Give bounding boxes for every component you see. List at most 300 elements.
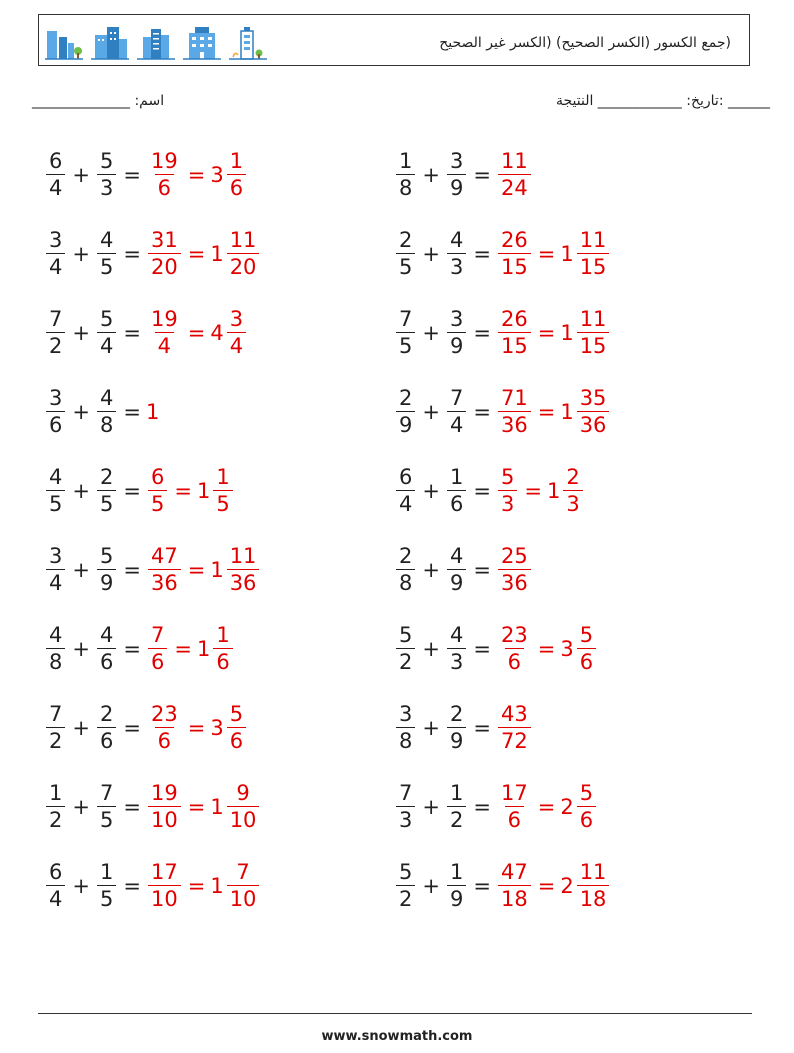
answer-fraction bbox=[498, 546, 531, 594]
addend-fraction bbox=[396, 467, 415, 515]
equals-sign: = bbox=[473, 637, 491, 661]
denominator: 5 bbox=[97, 806, 116, 831]
numerator: 7 bbox=[49, 702, 63, 726]
denominator: 2 bbox=[46, 727, 65, 752]
answer-fraction bbox=[498, 388, 531, 436]
denominator: 2 bbox=[46, 806, 65, 831]
plus-sign: + bbox=[72, 400, 90, 424]
denominator: 5 bbox=[396, 253, 415, 278]
numerator: 71 bbox=[500, 386, 528, 410]
numerator: 7 bbox=[49, 307, 63, 331]
numerator: 5 bbox=[399, 623, 413, 647]
numerator: 11 bbox=[579, 228, 607, 252]
denominator: 3 bbox=[447, 648, 466, 673]
equals-sign: = bbox=[123, 163, 141, 187]
addend-fraction bbox=[46, 783, 65, 831]
problem-row bbox=[44, 847, 374, 925]
denominator: 6 bbox=[46, 411, 65, 436]
equals-sign: = bbox=[187, 795, 206, 819]
addend-fraction bbox=[447, 151, 466, 199]
equals-sign: = bbox=[174, 637, 192, 661]
numerator: 19 bbox=[150, 149, 178, 173]
problem-row bbox=[394, 689, 724, 767]
denominator: 6 bbox=[505, 648, 524, 673]
addend-fraction bbox=[447, 783, 466, 831]
mixed-fraction bbox=[227, 230, 260, 278]
office-icon bbox=[91, 23, 129, 61]
mixed-whole: 4 bbox=[210, 321, 224, 345]
addend-fraction bbox=[46, 388, 65, 436]
mixed-whole: 2 bbox=[560, 795, 574, 819]
denominator: 4 bbox=[447, 411, 466, 436]
numerator: 26 bbox=[500, 228, 528, 252]
problem-row bbox=[44, 294, 374, 372]
numerator: 1 bbox=[216, 623, 230, 647]
problem-row bbox=[44, 768, 374, 846]
plus-sign: + bbox=[422, 637, 440, 661]
mixed-whole: 3 bbox=[210, 163, 224, 187]
addend-fraction bbox=[396, 230, 415, 278]
addend-fraction bbox=[97, 862, 116, 910]
denominator: 15 bbox=[498, 332, 531, 357]
numerator: 4 bbox=[99, 623, 114, 647]
numerator: 2 bbox=[99, 702, 114, 726]
numerator: 19 bbox=[150, 781, 178, 805]
mixed-whole: 1 bbox=[560, 400, 574, 424]
denominator: 3 bbox=[563, 490, 582, 515]
addend-fraction bbox=[46, 309, 65, 357]
addend-fraction bbox=[46, 467, 65, 515]
equals-sign: = bbox=[473, 716, 491, 740]
mixed-fraction bbox=[213, 625, 232, 673]
equals-sign: = bbox=[537, 242, 556, 266]
worksheet-title: (جمع الكسور (الكسر الصحيح) (الكسر غير الصحيح bbox=[439, 35, 731, 51]
mixed-whole: 1 bbox=[210, 795, 224, 819]
denominator: 15 bbox=[577, 253, 610, 278]
problem-row bbox=[44, 531, 374, 609]
denominator: 72 bbox=[498, 727, 531, 752]
equals-sign: = bbox=[537, 637, 556, 661]
addend-fraction bbox=[46, 862, 65, 910]
equals-sign: = bbox=[473, 874, 491, 898]
name-line: اسم: ______________ bbox=[32, 93, 165, 109]
denominator: 9 bbox=[447, 332, 466, 357]
addend-fraction bbox=[97, 704, 116, 752]
denominator: 6 bbox=[97, 648, 116, 673]
denominator: 18 bbox=[498, 885, 531, 910]
numerator: 47 bbox=[500, 860, 528, 884]
answer-fraction bbox=[148, 704, 181, 752]
date-score-line: ______ :تاريخ: ____________ النتيجة bbox=[555, 93, 770, 109]
addend-fraction bbox=[97, 625, 116, 673]
mixed-fraction bbox=[577, 862, 610, 910]
numerator: 7 bbox=[399, 307, 413, 331]
denominator: 4 bbox=[155, 332, 174, 357]
plus-sign: + bbox=[422, 400, 440, 424]
numerator: 7 bbox=[99, 781, 114, 805]
mixed-whole: 1 bbox=[560, 242, 574, 266]
equals-sign: = bbox=[473, 400, 491, 424]
equals-sign: = bbox=[473, 558, 491, 582]
denominator: 8 bbox=[396, 174, 415, 199]
denominator: 3 bbox=[498, 490, 517, 515]
mixed-fraction bbox=[563, 467, 582, 515]
answer-fraction bbox=[148, 546, 181, 594]
denominator: 4 bbox=[46, 174, 65, 199]
mixed-fraction bbox=[577, 388, 610, 436]
mixed-whole: 1 bbox=[196, 637, 211, 661]
equals-sign: = bbox=[123, 637, 141, 661]
answer-fraction bbox=[148, 783, 181, 831]
mixed-fraction bbox=[577, 309, 610, 357]
denominator: 15 bbox=[577, 332, 610, 357]
problem-row bbox=[394, 373, 724, 451]
mixed-fraction bbox=[227, 783, 260, 831]
mixed-fraction bbox=[577, 230, 610, 278]
denominator: 10 bbox=[227, 806, 260, 831]
numerator: 17 bbox=[500, 781, 528, 805]
denominator: 3 bbox=[396, 806, 415, 831]
numerator: 25 bbox=[500, 544, 528, 568]
addend-fraction bbox=[97, 230, 116, 278]
addend-fraction bbox=[447, 309, 466, 357]
plus-sign: + bbox=[422, 242, 440, 266]
denominator: 5 bbox=[97, 885, 116, 910]
problem-row bbox=[44, 373, 374, 451]
numerator: 6 bbox=[150, 465, 165, 489]
problem-row bbox=[44, 689, 374, 767]
plus-sign: + bbox=[72, 637, 90, 661]
numerator: 35 bbox=[579, 386, 607, 410]
numerator: 5 bbox=[99, 544, 114, 568]
plus-sign: + bbox=[422, 716, 440, 740]
denominator: 6 bbox=[227, 727, 246, 752]
denominator: 20 bbox=[148, 253, 181, 278]
denominator: 8 bbox=[396, 727, 415, 752]
denominator: 6 bbox=[213, 648, 232, 673]
addend-fraction bbox=[97, 309, 116, 357]
header-icons bbox=[45, 21, 267, 61]
equals-sign: = bbox=[187, 321, 206, 345]
problem-row bbox=[394, 531, 724, 609]
equals-sign: = bbox=[473, 479, 491, 503]
answer-fraction bbox=[498, 862, 531, 910]
skyscraper-icon bbox=[229, 23, 267, 61]
equals-sign: = bbox=[123, 874, 141, 898]
mixed-fraction bbox=[227, 704, 246, 752]
numerator: 3 bbox=[49, 386, 63, 410]
problem-row bbox=[44, 136, 374, 214]
equals-sign: = bbox=[473, 242, 491, 266]
numerator: 43 bbox=[500, 702, 528, 726]
answer-fraction bbox=[148, 309, 181, 357]
addend-fraction bbox=[97, 388, 116, 436]
denominator: 6 bbox=[97, 727, 116, 752]
problem-row bbox=[394, 452, 724, 530]
addend-fraction bbox=[46, 230, 65, 278]
answer-fraction bbox=[498, 704, 531, 752]
denominator: 9 bbox=[447, 727, 466, 752]
addend-fraction bbox=[97, 151, 116, 199]
addend-fraction bbox=[447, 704, 466, 752]
denominator: 5 bbox=[97, 253, 116, 278]
numerator: 2 bbox=[566, 465, 580, 489]
addend-fraction bbox=[447, 467, 466, 515]
addend-fraction bbox=[396, 388, 415, 436]
mixed-whole: 1 bbox=[196, 479, 211, 503]
mixed-fraction bbox=[577, 783, 596, 831]
numerator: 6 bbox=[49, 860, 63, 884]
equals-sign: = bbox=[473, 163, 491, 187]
answer-fraction bbox=[498, 230, 531, 278]
plus-sign: + bbox=[422, 479, 440, 503]
equals-sign: = bbox=[537, 874, 556, 898]
equals-sign: = bbox=[537, 321, 556, 345]
numerator: 7 bbox=[150, 623, 165, 647]
denominator: 9 bbox=[447, 569, 466, 594]
numerator: 11 bbox=[579, 860, 607, 884]
equals-sign: = bbox=[473, 795, 491, 819]
mixed-fraction bbox=[213, 467, 232, 515]
numerator: 7 bbox=[236, 860, 250, 884]
numerator: 2 bbox=[399, 228, 413, 252]
apartment-icon bbox=[183, 23, 221, 61]
numerator: 4 bbox=[49, 465, 63, 489]
denominator: 4 bbox=[227, 332, 246, 357]
addend-fraction bbox=[97, 546, 116, 594]
plus-sign: + bbox=[72, 242, 90, 266]
numerator: 3 bbox=[49, 544, 63, 568]
numerator: 1 bbox=[216, 465, 230, 489]
denominator: 4 bbox=[46, 885, 65, 910]
problem-row bbox=[44, 452, 374, 530]
mixed-whole: 1 bbox=[210, 558, 224, 582]
numerator: 4 bbox=[449, 228, 464, 252]
plus-sign: + bbox=[422, 874, 440, 898]
problem-row bbox=[394, 215, 724, 293]
denominator: 10 bbox=[148, 806, 181, 831]
answer-fraction bbox=[498, 625, 531, 673]
mixed-fraction bbox=[227, 546, 260, 594]
answer-fraction bbox=[498, 467, 517, 515]
numerator: 2 bbox=[99, 465, 114, 489]
addend-fraction bbox=[46, 625, 65, 673]
addend-fraction bbox=[97, 783, 116, 831]
numerator: 3 bbox=[449, 149, 464, 173]
numerator: 5 bbox=[99, 149, 114, 173]
numerator: 23 bbox=[150, 702, 178, 726]
numerator: 3 bbox=[399, 702, 413, 726]
denominator: 8 bbox=[97, 411, 116, 436]
problem-row bbox=[44, 215, 374, 293]
numerator: 47 bbox=[150, 544, 178, 568]
numerator: 4 bbox=[449, 623, 464, 647]
denominator: 6 bbox=[155, 174, 174, 199]
addend-fraction bbox=[396, 704, 415, 752]
numerator: 2 bbox=[449, 702, 464, 726]
equals-sign: = bbox=[123, 400, 141, 424]
equals-sign: = bbox=[187, 558, 206, 582]
numerator: 3 bbox=[449, 307, 464, 331]
mixed-whole: 2 bbox=[560, 874, 574, 898]
numerator: 1 bbox=[449, 465, 464, 489]
tower-icon bbox=[137, 23, 175, 61]
equals-sign: = bbox=[473, 321, 491, 345]
denominator: 2 bbox=[447, 806, 466, 831]
equals-sign: = bbox=[187, 716, 206, 740]
numerator: 11 bbox=[579, 307, 607, 331]
footer-url: www.snowmath.com bbox=[321, 1029, 473, 1044]
denominator: 36 bbox=[577, 411, 610, 436]
mixed-fraction bbox=[577, 625, 596, 673]
addend-fraction bbox=[447, 625, 466, 673]
addend-fraction bbox=[46, 704, 65, 752]
numerator: 3 bbox=[229, 307, 244, 331]
equals-sign: = bbox=[123, 558, 141, 582]
denominator: 18 bbox=[577, 885, 610, 910]
plus-sign: + bbox=[72, 874, 90, 898]
denominator: 36 bbox=[498, 411, 531, 436]
footer-divider bbox=[38, 1013, 752, 1014]
problem-row bbox=[394, 768, 724, 846]
plus-sign: + bbox=[72, 479, 90, 503]
mixed-fraction bbox=[227, 309, 246, 357]
equals-sign: = bbox=[537, 795, 556, 819]
denominator: 5 bbox=[97, 490, 116, 515]
numerator: 5 bbox=[99, 307, 114, 331]
numerator: 11 bbox=[229, 228, 257, 252]
answer-fraction bbox=[498, 309, 531, 357]
numerator: 4 bbox=[49, 623, 63, 647]
numerator: 7 bbox=[449, 386, 464, 410]
numerator: 1 bbox=[449, 781, 464, 805]
addend-fraction bbox=[46, 151, 65, 199]
denominator: 6 bbox=[577, 648, 596, 673]
building-icon bbox=[45, 23, 83, 61]
denominator: 6 bbox=[505, 806, 524, 831]
denominator: 4 bbox=[97, 332, 116, 357]
problem-row bbox=[394, 136, 724, 214]
numerator: 1 bbox=[229, 149, 244, 173]
answer-fraction bbox=[148, 230, 181, 278]
addend-fraction bbox=[97, 467, 116, 515]
denominator: 36 bbox=[148, 569, 181, 594]
equals-sign: = bbox=[123, 479, 141, 503]
denominator: 4 bbox=[46, 253, 65, 278]
numerator: 2 bbox=[399, 386, 413, 410]
numerator: 6 bbox=[49, 149, 63, 173]
mixed-whole: 1 bbox=[546, 479, 561, 503]
denominator: 4 bbox=[46, 569, 65, 594]
denominator: 9 bbox=[396, 411, 415, 436]
answer-fraction bbox=[498, 783, 531, 831]
numerator: 2 bbox=[399, 544, 413, 568]
numerator: 4 bbox=[449, 544, 464, 568]
numerator: 11 bbox=[229, 544, 257, 568]
numerator: 5 bbox=[579, 623, 594, 647]
numerator: 1 bbox=[99, 860, 114, 884]
numerator: 17 bbox=[150, 860, 178, 884]
denominator: 6 bbox=[148, 648, 167, 673]
numerator: 1 bbox=[449, 860, 464, 884]
addend-fraction bbox=[447, 230, 466, 278]
addend-fraction bbox=[396, 546, 415, 594]
numerator: 5 bbox=[500, 465, 515, 489]
numerator: 1 bbox=[399, 149, 413, 173]
equals-sign: = bbox=[123, 321, 141, 345]
numerator: 11 bbox=[500, 149, 528, 173]
problem-row bbox=[394, 294, 724, 372]
addend-fraction bbox=[396, 783, 415, 831]
denominator: 8 bbox=[46, 648, 65, 673]
addend-fraction bbox=[447, 388, 466, 436]
denominator: 5 bbox=[213, 490, 232, 515]
denominator: 9 bbox=[447, 885, 466, 910]
problem-row bbox=[44, 610, 374, 688]
denominator: 3 bbox=[97, 174, 116, 199]
mixed-fraction bbox=[227, 862, 260, 910]
equals-sign: = bbox=[187, 163, 206, 187]
plus-sign: + bbox=[72, 716, 90, 740]
numerator: 7 bbox=[399, 781, 413, 805]
numerator: 23 bbox=[500, 623, 528, 647]
plus-sign: + bbox=[422, 321, 440, 345]
numerator: 6 bbox=[399, 465, 413, 489]
equals-sign: = bbox=[123, 795, 141, 819]
equals-sign: = bbox=[123, 716, 141, 740]
denominator: 6 bbox=[155, 727, 174, 752]
denominator: 5 bbox=[46, 490, 65, 515]
answer-whole: 1 bbox=[145, 400, 160, 424]
plus-sign: + bbox=[422, 163, 440, 187]
answer-fraction bbox=[148, 151, 181, 199]
plus-sign: + bbox=[72, 163, 90, 187]
addend-fraction bbox=[396, 625, 415, 673]
answer-fraction bbox=[148, 467, 167, 515]
equals-sign: = bbox=[187, 242, 206, 266]
addend-fraction bbox=[396, 309, 415, 357]
numerator: 4 bbox=[99, 386, 114, 410]
mixed-whole: 3 bbox=[560, 637, 574, 661]
equals-sign: = bbox=[537, 400, 556, 424]
worksheet-header bbox=[38, 14, 750, 66]
denominator: 2 bbox=[396, 885, 415, 910]
plus-sign: + bbox=[422, 795, 440, 819]
addend-fraction bbox=[447, 546, 466, 594]
denominator: 20 bbox=[227, 253, 260, 278]
denominator: 2 bbox=[46, 332, 65, 357]
answer-fraction bbox=[148, 625, 167, 673]
plus-sign: + bbox=[72, 321, 90, 345]
plus-sign: + bbox=[72, 795, 90, 819]
numerator: 5 bbox=[399, 860, 413, 884]
denominator: 4 bbox=[396, 490, 415, 515]
equals-sign: = bbox=[174, 479, 192, 503]
mixed-fraction bbox=[227, 151, 246, 199]
denominator: 36 bbox=[498, 569, 531, 594]
numerator: 4 bbox=[99, 228, 114, 252]
numerator: 5 bbox=[229, 702, 244, 726]
denominator: 6 bbox=[447, 490, 466, 515]
denominator: 8 bbox=[396, 569, 415, 594]
denominator: 10 bbox=[148, 885, 181, 910]
answer-fraction bbox=[148, 862, 181, 910]
addend-fraction bbox=[396, 151, 415, 199]
denominator: 6 bbox=[227, 174, 246, 199]
denominator: 9 bbox=[447, 174, 466, 199]
equals-sign: = bbox=[187, 874, 206, 898]
denominator: 24 bbox=[498, 174, 531, 199]
